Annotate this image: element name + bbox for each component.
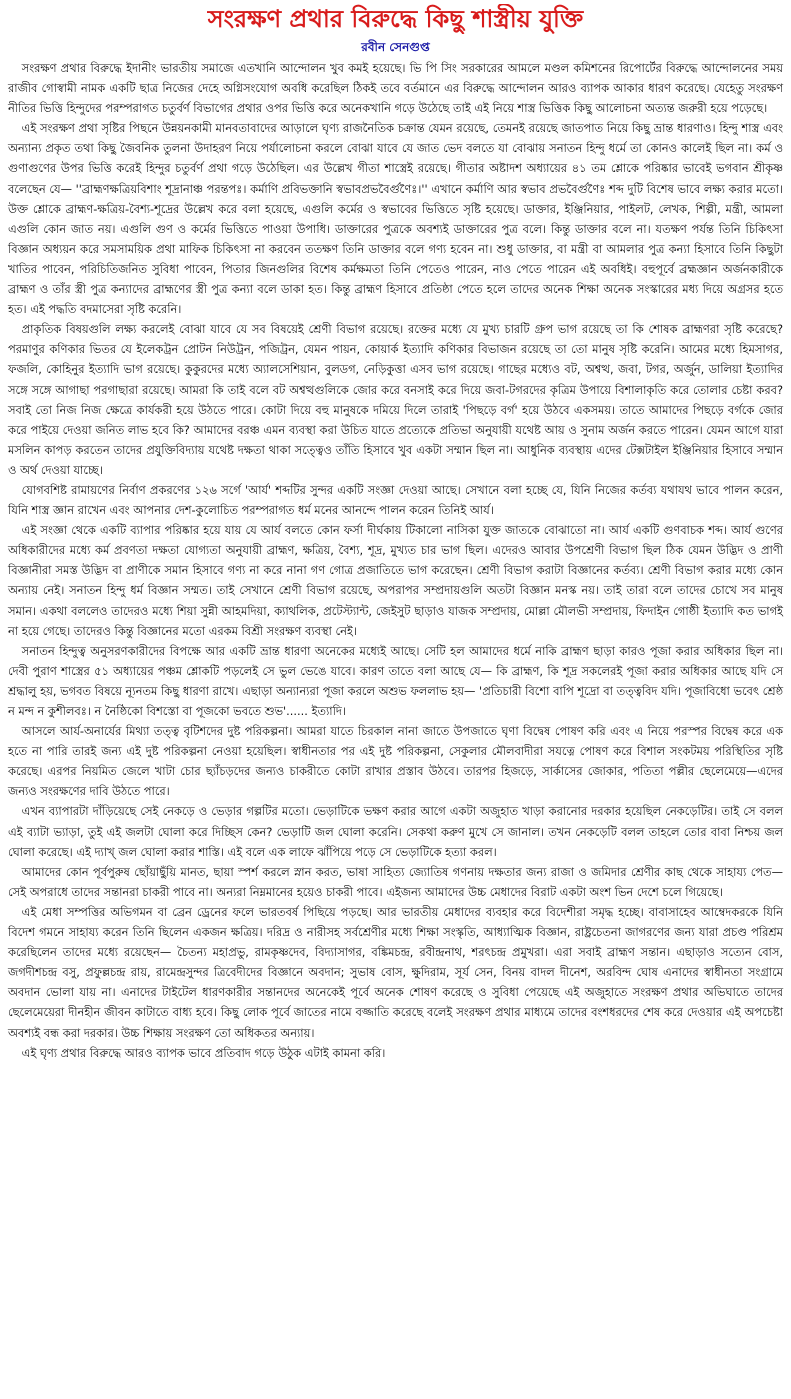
paragraph: যোগবশিষ্ট রামায়ণের নির্বাণ প্রকরণের ১২৬ সর্গে 'আর্য' শব্দটির সুন্দর একটি সংজ্ঞা দেওয়া আছে। সেখানে বলা হচ্ছে যে, যিনি নিজের কর্তব্য যথাযথ ভাবে পালন করেন, যিনি শাস্ত্র জ্ঞান রাখেন এবং আপনার দেশ-কুলোচিত পরম্পরাগত ধর্ম মনের আনন্দে পালন করেন তিনিই আর্য।: [8, 482, 783, 518]
paragraph: আসলে আর্য-অনার্যের মিথ্যা তত্ত্ব বৃটিশদের দুষ্ট পরিকল্পনা। আমরা যাতে চিরকাল নানা জাতে উপজাতে ঘৃণা বিদ্বেষ পোষণ করি এবং এ নিয়ে পরস্পর বিদ্বেষ করে এক হতে না পারি তারই জন্য এই দুষ্ট পরিকল্পনা নেওয়া হয়েছিল। স্বাধীনতার পর এই দুষ্ট পরিকল্পনা, সেকুলার মৌলবাদীরা সযত্নে পোষণ করে বিশাল সংকটময় পরিস্থিতির সৃষ্টি করেছে। এরপর নিয়মিত জেলে খাটা চোর ছ্যাঁচড়দের জন্যও চাকরীতে কোটা রাখার প্রস্তাব উঠবে। তারপর হিজড়ে, সার্কাসের জোকার, পতিতা পল্লীর ছেলেমেয়ে—এদের জন্যও সংরক্ষণের দাবি উঠতে পারে।: [8, 724, 783, 799]
paragraph: এই মেধা সম্পত্তির অভিগমন বা ব্রেন ড্রেনের ফলে ভারতবর্ষ পিছিয়ে পড়ছে। আর ভারতীয় মেধাদের ব্যবহার করে বিদেশীরা সমৃদ্ধ হচ্ছে। বাবাসাহেব আম্বেদকরকে যিনি বিদেশ গমনে সাহায্য করেন তিনি ছিলেন একজন ক্ষত্রিয়। দরিদ্র ও নারীসহ সর্বশ্রেণীর মধ্যে শিক্ষা সংস্কৃতি, আধ্যাত্মিক বিজ্ঞান, রাষ্ট্রচেতনা জাগরণের জন্য যারা প্রচণ্ড পরিশ্রম করেছিলেন তাদের মধ্যে রয়েছেন— চৈতন্য মহাপ্রভু, রামকৃষ্ণদেব, বিদ্যাসাগর, বঙ্কিমচন্দ্র, রবীন্দ্রনাথ, শরৎচন্দ্র প্রমুখরা। এরা সবাই ব্রাহ্মণ সন্তান। এছাড়াও সত্যেন বোস, জগদীশচন্দ্র বসু, প্রফুল্লচন্দ্র রায়, রামেন্দ্রসুন্দর ত্রিবেদীদের বিজ্ঞানে অবদান; সুভাষ বোস, ক্ষুদিরাম, সূর্য সেন, বিনয় বাদল দীনেশ, অরবিন্দ ঘোষ এনাদের স্বাধীনতা সংগ্রামে অবদান ভোলা যায় না। এনাদের টাইটেল ধারণকারীর সন্তানদের অনেকেই পূর্বে অনেক শোষণ করেছে ও সুবিধা পেয়েছে এই অজুহাতে সংরক্ষণ প্রথার অভিঘাতে তাদের ছেলেমেয়েরা দীনহীন জীবন কাটাতে বাধ্য হবে। কিছু লোক পূর্বে জাতের নামে বজ্জাতি করেছে বলেই সংরক্ষণ প্রথার মাধ্যমে তাদের বংশধরদের শেষ করে দেওয়ার এই অপচেষ্টা অবশ্যই বন্ধ করা দরকার। উচ্চ শিক্ষায় সংরক্ষণ তো অধিকতর অন্যায়।: [8, 904, 783, 1040]
article-title: সংরক্ষণ প্রথার বিরুদ্ধে কিছু শাস্ত্রীয় যুক্তি: [207, 5, 584, 33]
paragraph: সনাতন হিন্দুত্ব অনুসরণকারীদের বিপক্ষে আর একটি ভ্রান্ত ধারণা অনেকের মধ্যেই আছে। সেটি হল আমাদের ধর্মে নাকি ব্রাহ্মণ ছাড়া কারও পূজা করার অধিকার ছিল না। দেবী পুরাণ শাস্ত্রের ৫১ অধ্যায়ের পঞ্চম শ্লোকটি পড়লেই সে ভুল ভেঙে যাবে। কারণ তাতে বলা আছে যে— কি ব্রাহ্মণ, কি শূদ্র সকলেরই পূজা করার অধিকার আছে যদি সে শ্রদ্ধালু হয়, ভগবত বিষয়ে ন্যূনতম কিছু ধারণা রাখে। এছাড়া অন্যান্যরা পূজা করলে অশুভ ফললাভ হয়— 'প্রতিচারী বিশো বাপি শূদ্রো বা তত্ত্ববিদ যদি। পূজাবিধো ভবেৎ শ্রেষ্ঠ ন মন্দ ন কুশীলবঃ। ন নৈষ্ঠিকো বিশস্তো বা পূজকো ভবতে শুভ'...... ইত্যাদি।: [8, 643, 783, 718]
paragraph: এই সংজ্ঞা থেকে একটি ব্যাপার পরিষ্কার হয়ে যায় যে আর্য বলতে কোন ফর্সা দীর্ঘকায় টিকালো নাসিকা যুক্ত জাতকে বোঝাতো না। আর্য একটি গুণবাচক শব্দ। আর্য গুণের অধিকারীদের মধ্যে কর্ম প্রবণতা দক্ষতা যোগ্যতা অনুযায়ী ব্রাহ্মণ, ক্ষত্রিয়, বৈশ্য, শূদ্র, মুখ্যত চার ভাগ ছিল। এদেরও আবার উপশ্রেণী বিভাগ ছিল ঠিক যেমন উদ্ভিদ ও প্রাণী বিজ্ঞানীরা সমস্ত উদ্ভিদ বা প্রাণীকে সমান হিসাবে গণ্য না করে নানা গণ গোত্র প্রজাতিতে ভাগ করেছেন। শ্রেণী বিভাগ করাটা বিজ্ঞানের কর্তব্য। শ্রেণী বিভাগ করার মধ্যে কোন অন্যায় নেই। সনাতন হিন্দু ধর্ম বিজ্ঞান সম্মত। তাই সেখানে শ্রেণী বিভাগ রয়েছে, অপরাপর সম্প্রদায়গুলি অতটা বিজ্ঞান মনস্ক নয়। তাই তারা বলে তাদের চোখে সব মানুষ সমান। একথা বললেও তাদেরও মধ্যে শিয়া সুন্নী আহমদিয়া, ক্যাথলিক, প্রটেস্ট্যান্ট, জেইসুট ছাড়াও যাজক সম্প্রদায়, মোল্লা মৌলভী সম্প্রদায়, ফিদাইন গোষ্ঠী ইত্যাদি কত ভাগই না হয়ে গেছে। তাদেরও কিন্তু বিজ্ঞানের মতো এরকম বিশ্রী সংরক্ষণ ব্যবস্থা নেই।: [8, 523, 783, 638]
paragraph: সংরক্ষণ প্রথার বিরুদ্ধে ইদানীং ভারতীয় সমাজে এতখানি আন্দোলন খুব কমই হয়েছে। ভি পি সিং সরকারের আমলে মণ্ডল কমিশনের রিপোর্টের বিরুদ্ধে আন্দোলনের সময় রাজীব গোস্বামী নামক একটি ছাত্র নিজের দেহে অগ্নিসংযোগ অবধি করেছিল ঠিকই তবে বর্তমানে এর বিরুদ্ধে আন্দোলন আরও ব্যাপক আকার ধারণ করেছে। যেহেতু সংরক্ষণ নীতির ভিত্তি হিন্দুদের পরম্পরাগত চতুর্বর্ণ বিভাগের প্রথার ওপর ভিত্তি করে অনেকখানি গড়ে উঠেছে তাই এই নিয়ে শাস্ত্র ভিত্তিক কিছু আলোচনা অত্যন্ত জরুরী হয়ে পড়েছে।: [8, 61, 783, 116]
article-author: রবীন সেনগুপ্ত: [361, 40, 430, 54]
paragraph: এই ঘৃণ্য প্রথার বিরুদ্ধে আরও ব্যাপক ভাবে প্রতিবাদ গড়ে উঠুক এটাই কামনা করি।: [21, 1045, 386, 1060]
paragraph: এখন ব্যাপারটা দাঁড়িয়েছে সেই নেকড়ে ও ভেড়ার গল্পটির মতো। ভেড়াটিকে ভক্ষণ করার আগে একটা অজুহাত খাড়া করানোর দরকার হয়েছিল নেকড়েটির। তাই সে বলল এই ব্যাটা ভ্যাড়া, তুই এই জলটা ঘোলা করে দিচ্ছিস কেন? ভেড়াটি জল ঘোলা করেনি। সেকথা করুণ মুখে সে জানাল। তখন নেকড়েটি বলল তাহলে তোর বাবা নিশ্চয় জল ঘোলা করেছে। এই দ্যাখ্ জল ঘোলা করার শাস্তি। এই বলে এক লাফে ঝাঁপিয়ে পড়ে সে ভেড়াটিকে হত্যা করল।: [8, 804, 783, 859]
paragraph: এই সংরক্ষণ প্রথা সৃষ্টির পিছনে উন্নয়নকামী মানবতাবাদের আড়ালে ঘৃণ্য রাজনৈতিক চক্রান্ত যেমন রয়েছে, তেমনই রয়েছে জাতপাত নিয়ে কিছু ভ্রান্ত ধারণাও। হিন্দু শাস্ত্র এবং অন্যান্য প্রকৃত তথা কিছু জৈবনিক তুলনা উদাহরণ নিয়ে পর্যালোচনা করলে বোঝা যাবে যে জাত ভেদ বলতে যা বোঝায় সনাতন হিন্দু ধর্মে তা কোনও কালেই ছিল না। কর্ম ও গুণাগুণের উপর ভিত্তি করেই হিন্দুর চতুর্বর্ণ প্রথা গড়ে উঠেছিল। এর উল্লেখ গীতা শাস্ত্রেই রয়েছে। গীতার অষ্টাদশ অধ্যায়ের ৪১ তম শ্লোকে পরিষ্কার ভাবেই ভগবান শ্রীকৃষ্ণ বলেছেন যে— ''ব্রাহ্মণক্ষত্রিয়বিশাং শূদ্রানাঞ্চ পরন্তপঃ। কর্মাণি প্রবিভক্তানি স্বভাবপ্রভবৈর্গুণৈঃ।'' এখানে কর্মাণি আর স্বভাব প্রভবৈর্গুণৈঃ শব্দ দুটি বিশেষ ভাবে লক্ষ্য করার মতো। উক্ত শ্লোকে ব্রাহ্মণ-ক্ষত্রিয়-বৈশ্য-শূদ্রের উল্লেখ করে বলা হয়েছে, এগুলি কর্মের ও স্বভাবের ভিত্তিতে সৃষ্টি হয়েছে। ডাক্তার, ইঞ্জিনিয়ার, পাইলট, লেখক, শিল্পী, মন্ত্রী, আমলা এগুলি কোন জাত নয়। এগুলি গুণ ও কর্মের ভিত্তিতে পাওয়া উপাধি। ডাক্তারের পুত্রকে অবশ্যই ডাক্তারের পুত্র বলে। কিন্তু ডাক্তার বলে না। যতক্ষণ পর্যন্ত তিনি চিকিৎসা বিজ্ঞান অধ্যয়ন করে সমসাময়িক প্রথা মাফিক চিকিৎসা না করবেন ততক্ষণ তিনি ডাক্তার বলে গণ্য হবেন না। শুধু ডাক্তার, বা মন্ত্রী বা আমলার পুত্র কন্যা হিসাবে তিনি কিছুটা খাতির পাবেন, পরিচিতিজনিত সুবিধা পাবেন, পিতার জিনগুলির বিশেষ কর্মক্ষমতা তিনি পেতেও পারেন, নাও পেতে পারেন এই অবধিই। বহুপূর্বে ব্রহ্মজ্ঞান অর্জনকারীকে ব্রাহ্মণ ও তাঁর স্ত্রী পুত্র কন্যাদের ব্রাহ্মণের স্ত্রী পুত্র কন্যা বলে ডাকা হত। কিন্তু ব্রাহ্মণ হিসাবে প্রতিষ্ঠা পেতে হলে তাদের অনেক শিক্ষা অনেক সংস্কারের মধ্য দিয়ে অগ্রসর হতে হত। এই পদ্ধতি বদমাসেরা সৃষ্টি করেনি।: [8, 121, 783, 317]
paragraph: প্রাকৃতিক বিষয়গুলি লক্ষ্য করলেই বোঝা যাবে যে সব বিষয়েই শ্রেণী বিভাগ রয়েছে। রক্তের মধ্যে যে মুখ্য চারটি গ্রুপ ভাগ রয়েছে তা কি শোষক ব্রাহ্মণরা সৃষ্টি করেছে? পরমাণুর কণিকার ভিতর যে ইলেকট্রন প্রোটন নিউট্রন, পজিট্রন, যেমন পায়ন, কোয়ার্ক ইত্যাদি কণিকার বিভাজন রয়েছে তা তো মানুষ সৃষ্টি করেনি। আমের মধ্যে হিমসাগর, ফজলি, কোহিনুর ইত্যাদি ভাগ রয়েছে। কুকুরদের মধ্যে অ্যালসেশিয়ান, বুলডগ, নেড়িকুত্তা এসব ভাগ রয়েছে। গাছের মধ্যেও বট, অশ্বত্থ, জবা, টগর, অর্জুন, ডালিয়া ইত্যাদির সঙ্গে সঙ্গে আগাছা পরগাছারা রয়েছে। আমরা কি তাই বলে বট অশ্বত্থগুলিকে জোর করে বনসাই করে দিয়ে জবা-টগরদের কৃত্রিম উপায়ে বিশালাকৃতি করে তোলার চেষ্টা করব? সবাই তো নিজ নিজ ক্ষেত্রে কার্যকরী হয়ে উঠতে পারে। কোটা দিয়ে বহু মানুষকে দমিয়ে দিলে তারাই 'পিছড়ে বর্গ' হয়ে উঠবে একসময়। তাতে আমাদের পিছড়ে বর্গকে জোর করে পাইয়ে দেওয়া জনিত লাভ হবে কি? আমাদের বরঞ্চ এমন ব্যবস্থা করা উচিত যাতে প্রত্যেকে প্রতিভা অনুযায়ী যথেষ্ট আয় ও সুনাম অর্জন করতে পারেন। যেমন আগে যারা মসলিন কাপড় করতেন তাদের প্রযুক্তিবিদ্যায় যথেষ্ট দক্ষতা থাকা সত্ত্বেও তাঁতি হিসাবে খুব একটা সম্মান ছিল না। আধুনিক ব্যবস্থায় এদের টেক্সটাইল ইঞ্জিনিয়ার হিসাবে সম্মান ও অর্থ দেওয়া যাচ্ছে।: [8, 322, 783, 477]
article-body: [8, 58, 783, 1063]
paragraph: আমাদের কোন পূর্বপুরুষ ছোঁয়াছুঁয়ি মানত, ছায়া স্পর্শ করলে স্নান করত, ভাষা সাহিত্য জ্যোতিষ গণনায় দক্ষতার জন্য রাজা ও জমিদার শ্রেণীর কাছ থেকে সাহায্য পেত— সেই অপরাধে তাদের সন্তানরা চাকরী পাবে না। অন্যরা নিম্নমানের হয়েও চাকরী পাবে। এইজন্য আমাদের উচ্চ মেধাদের বিরাট একটা অংশ ভিন দেশে চলে গিয়েছে।: [8, 864, 783, 899]
